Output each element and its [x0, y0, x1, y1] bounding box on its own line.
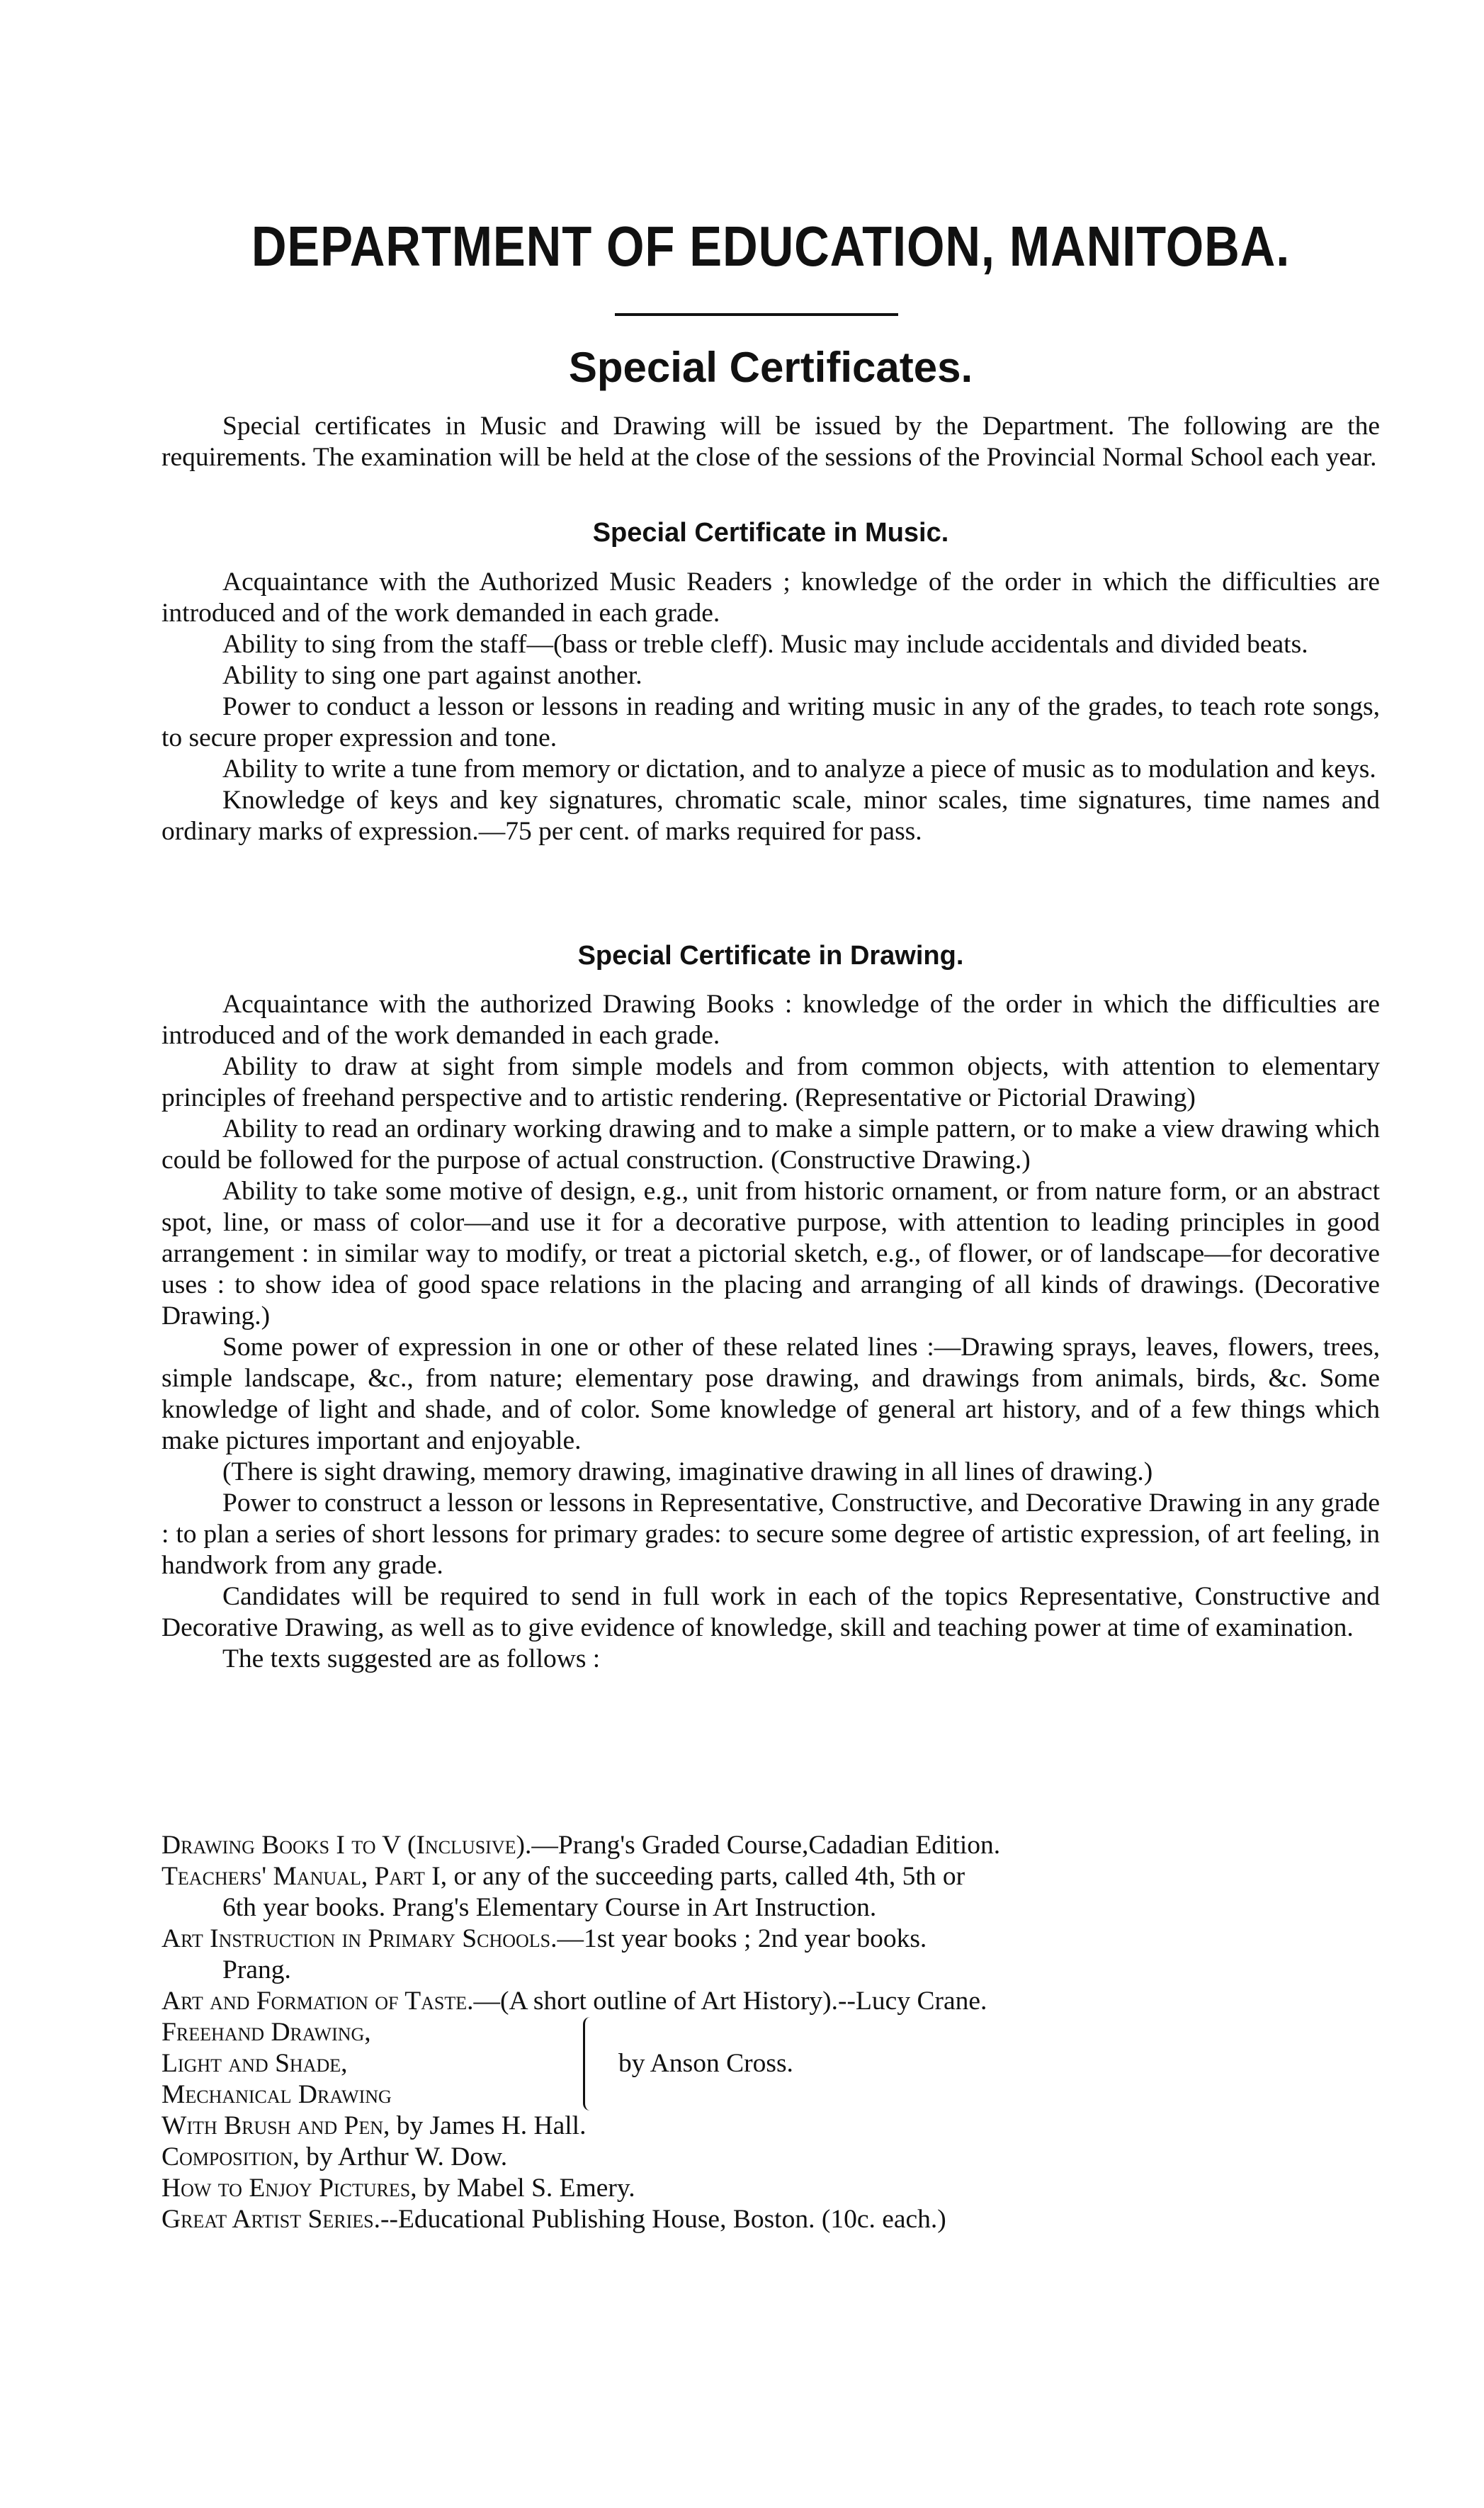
text-entry-continuation: Prang. [222, 1955, 291, 1984]
text-title: Composition, [162, 2142, 300, 2171]
text-detail: —1st year books ; 2nd year books. [557, 1924, 927, 1953]
anson-cross-group [162, 2017, 1380, 2111]
suggested-texts-list [162, 1830, 1380, 2235]
drawing-section [162, 989, 1380, 1675]
music-paragraph: Ability to write a tune from memory or dictation, and to analyze a piece of music as to modulation and keys. [222, 755, 1376, 784]
music-paragraph: Acquaintance with the Authorized Music Readers ; knowledge of the order in which the difficulties are introduced and of the work demanded in each grade. [162, 567, 1380, 628]
text-detail: —(A short outline of Art History).--Lucy Crane. [473, 1987, 987, 2016]
drawing-paragraph: Ability to read an ordinary working drawing and to make a simple pattern, or to make a view drawing which could be followed for the purpose of actual construction. (Constructive Drawing.) [162, 1114, 1380, 1175]
text-detail: —Prang's Graded Course,Cadadian Edition. [531, 1831, 1001, 1860]
text-entry [162, 2204, 1380, 2235]
music-paragraph: Knowledge of keys and key signatures, chromatic scale, minor scales, time signatures, time names and ordinary marks of expression.—75 per cent. of marks required for pass. [162, 786, 1380, 846]
text-title: Drawing Books I to V (Inclusive). [162, 1831, 532, 1860]
scan-specks [0, 0, 1484, 11]
text-entry [162, 1830, 1380, 1861]
text-entry-continuation: 6th year books. Prang's Elementary Course in Art Instruction. [222, 1893, 877, 1922]
text-detail: by Mabel S. Emery. [417, 2174, 635, 2203]
drawing-paragraph: Candidates will be required to send in full work in each of the topics Representative, Constructive and Decorative Drawing, as well as to give evidence of knowledge, skill and teaching power at time of examination. [162, 1582, 1380, 1642]
text-title: Freehand Drawing, [162, 2018, 371, 2047]
drawing-paragraph: Some power of expression in one or other of these related lines :—Drawing sprays, leaves, flowers, trees, simple landscape, &c., from nature; elementary pose drawing, and drawings from animals, birds, &c. Some knowledge of light and shade, and of color. Some knowledge of general art history, and of a few things which make pictures important and enjoyable. [162, 1333, 1380, 1455]
text-entry [162, 1986, 1380, 2017]
text-author: by Anson Cross. [618, 2049, 793, 2078]
drawing-paragraph: Power to construct a lesson or lessons in Representative, Constructive, and Decorative Drawing in any grade : to plan a series of short lessons for primary grades: to secure some degree of artistic expression, of art feeling, in handwork from any grade. [162, 1489, 1380, 1580]
drawing-heading: Special Certificate in Drawing. [577, 941, 964, 971]
text-detail: or any of the succeeding parts, called 4th, 5th or [447, 1862, 965, 1891]
intro-paragraph: Special certificates in Music and Drawing will be issued by the Department. The following are the requirements. The examination will be held at the close of the sessions of the Provincial Normal School each year. [162, 412, 1380, 472]
text-detail: by Arthur W. Dow. [299, 2142, 508, 2171]
drawing-paragraph: Ability to take some motive of design, e.g., unit from historic ornament, or from nature form, or an abstract spot, line, or mass of color—and use it for a decorative purpose, with attention to leading principles in good arrangement : in similar way to modify, or treat a pictorial sketch, e.g., of flower, or of landscape—for decorative uses : to show idea of good space relations in the placing and arranging of all kinds of drawings. (Decorative Drawing.) [162, 1177, 1380, 1331]
text-entry [162, 2142, 1380, 2173]
drawing-paragraph: Acquaintance with the authorized Drawing Books : knowledge of the order in which the difficulties are introduced and of the work demanded in each grade. [162, 990, 1380, 1050]
text-entry [162, 2173, 1380, 2204]
music-paragraph: Power to conduct a lesson or lessons in reading and writing music in any of the grades, to teach rote songs, to secure proper expression and tone. [162, 692, 1380, 752]
music-paragraph: Ability to sing one part against another. [222, 661, 642, 690]
text-entry [162, 2111, 1380, 2142]
text-entry [162, 1861, 1380, 1892]
music-paragraph: Ability to sing from the staff—(bass or treble cleff). Music may include accidentals and divided beats. [222, 630, 1308, 659]
page-subtitle: Special Certificates. [568, 344, 973, 391]
text-entry [162, 1924, 1380, 1955]
intro-section [162, 411, 1380, 473]
text-title: With Brush and Pen, [162, 2111, 390, 2140]
text-title: Great Artist Series. [162, 2205, 380, 2234]
music-section [162, 567, 1380, 847]
text-title: Art and Formation of Taste. [162, 1987, 474, 2016]
text-title: How to Enjoy Pictures, [162, 2174, 417, 2203]
drawing-paragraph: Ability to draw at sight from simple models and from common objects, with attention to elementary principles of freehand perspective and to artistic rendering. (Representative or Pictorial Drawing) [162, 1052, 1380, 1112]
title-rule [615, 313, 898, 316]
drawing-paragraph: The texts suggested are as follows : [222, 1644, 601, 1673]
grouping-brace [583, 2017, 595, 2111]
text-detail: --Educational Publishing House, Boston. (10c. each.) [380, 2205, 946, 2234]
text-title: Teachers' Manual, Part I, [162, 1862, 448, 1891]
text-title: Mechanical Drawing [162, 2080, 392, 2109]
music-heading: Special Certificate in Music. [592, 518, 949, 548]
text-title: Light and Shade, [162, 2049, 348, 2078]
text-title: Art Instruction in Primary Schools. [162, 1924, 557, 1953]
text-detail: by James H. Hall. [390, 2111, 587, 2140]
page-title: DEPARTMENT OF EDUCATION, MANITOBA. [251, 215, 1291, 278]
drawing-paragraph: (There is sight drawing, memory drawing, imaginative drawing in all lines of drawing.) [222, 1457, 1153, 1486]
